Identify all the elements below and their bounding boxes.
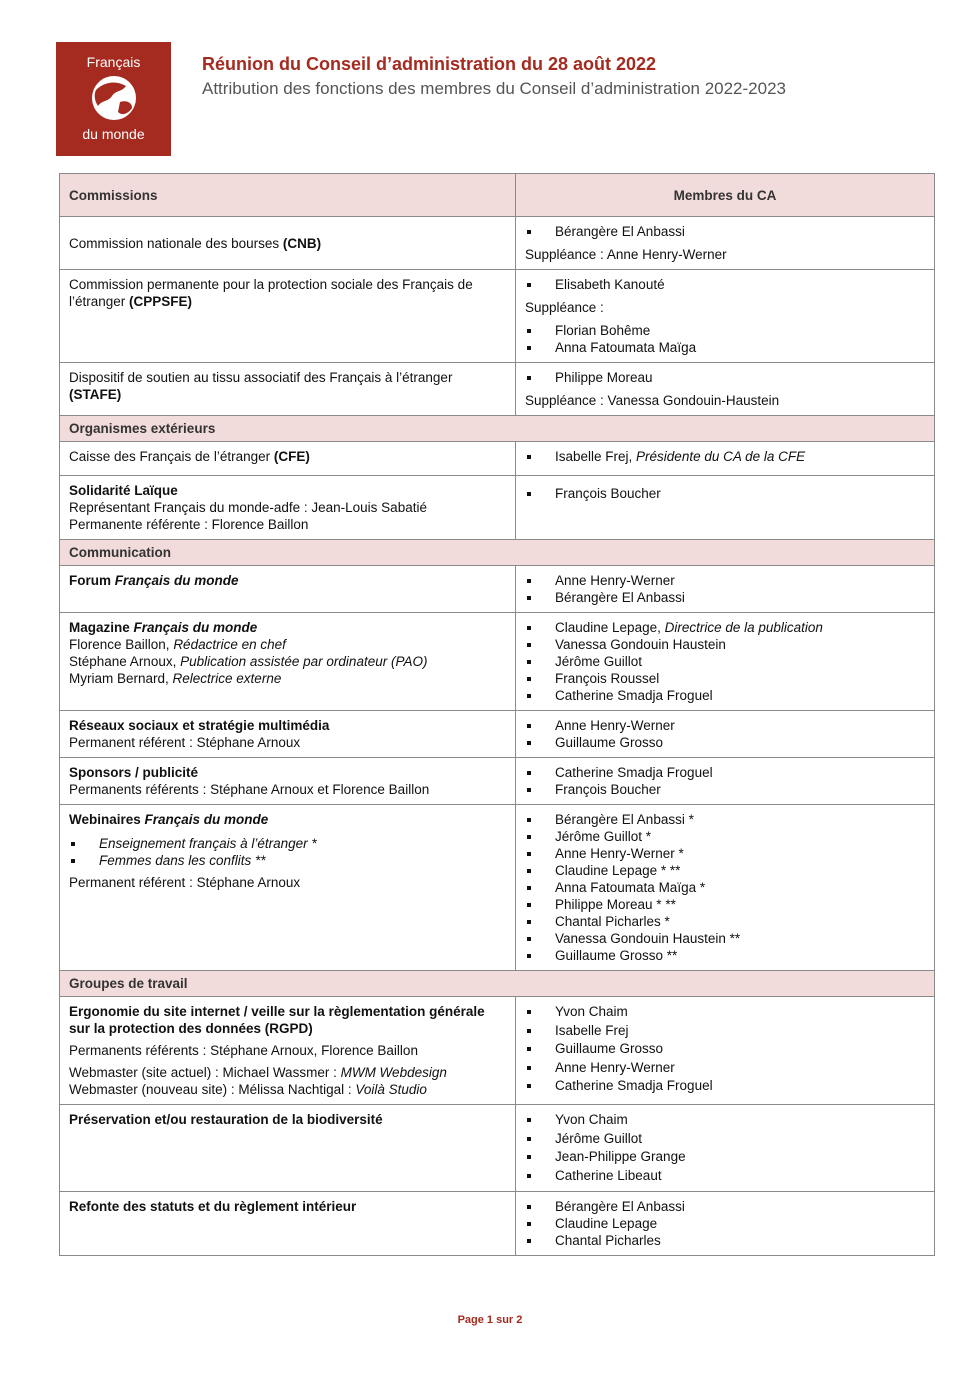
- list-item: Guillaume Grosso **: [525, 947, 925, 964]
- globe-icon: [86, 72, 142, 124]
- logo-line2: du monde: [82, 126, 145, 142]
- table-row: [60, 758, 935, 805]
- row-members: [516, 442, 935, 476]
- list-item: Isabelle Frej: [525, 1022, 925, 1041]
- list-item: Catherine Smadja Froguel: [525, 764, 925, 781]
- row-label: Commission nationale des bourses (CNB): [60, 217, 516, 270]
- row-members: [516, 566, 935, 613]
- section-title: Organismes extérieurs: [60, 416, 935, 442]
- list-item: Guillaume Grosso: [525, 1040, 925, 1059]
- list-item: Bérangère El Anbassi: [525, 1198, 925, 1215]
- list-item: Bérangère El Anbassi: [525, 223, 925, 240]
- list-item: Guillaume Grosso: [525, 734, 925, 751]
- page-title: Réunion du Conseil d’administration du 28 août 2022: [202, 54, 657, 74]
- row-members: [516, 805, 935, 971]
- table-header: [60, 174, 935, 217]
- row-members: [516, 997, 935, 1105]
- table-row: [60, 997, 935, 1105]
- table-row: [60, 566, 935, 613]
- table-row: [60, 1192, 935, 1256]
- list-item: Catherine Libeaut: [525, 1167, 925, 1186]
- logo: [56, 42, 171, 156]
- list-item: Jérôme Guillot *: [525, 828, 925, 845]
- list-item: Yvon Chaim: [525, 1003, 925, 1022]
- table-row: [60, 476, 935, 540]
- row-label: Magazine Français du monde Florence Baillon, Rédactrice en chef Stéphane Arnoux, Publication assistée par ordinateur (PAO) Myriam Bernard, Relectrice externe: [60, 613, 516, 711]
- row-label: Forum Français du monde: [60, 566, 516, 613]
- table-row: [60, 613, 935, 711]
- list-item: François Roussel: [525, 670, 925, 687]
- row-members: [516, 613, 935, 711]
- row-members: [516, 758, 935, 805]
- list-item: Enseignement français à l’étranger *: [69, 835, 506, 852]
- row-label: Webinaires Français du monde Enseignement français à l’étranger * Femmes dans les conflits ** Permanent référent : Stéphane Arnoux: [60, 805, 516, 971]
- column-header-commissions: Commissions: [60, 174, 516, 217]
- logo-line1: Français: [86, 54, 141, 70]
- row-members: [516, 1105, 935, 1192]
- row-label: Réseaux sociaux et stratégie multimédia Permanent référent : Stéphane Arnoux: [60, 711, 516, 758]
- row-members: [516, 711, 935, 758]
- table-row: [60, 1105, 935, 1192]
- table-row: [60, 442, 935, 476]
- row-label: Caisse des Français de l’étranger (CFE): [60, 442, 516, 476]
- table-row: [60, 270, 935, 363]
- list-item: Yvon Chaim: [525, 1111, 925, 1130]
- substitute: Suppléance :: [525, 300, 604, 315]
- section-title: Groupes de travail: [60, 971, 935, 997]
- list-item: Vanessa Gondouin Haustein **: [525, 930, 925, 947]
- list-item: Philippe Moreau: [525, 369, 925, 386]
- row-members: [516, 363, 935, 416]
- list-item: Anne Henry-Werner *: [525, 845, 925, 862]
- page-number: Page 1 sur 2: [457, 1314, 523, 1326]
- substitute: Suppléance : Vanessa Gondouin-Haustein: [525, 393, 780, 408]
- list-item: François Boucher: [525, 485, 925, 502]
- list-item: Vanessa Gondouin Haustein: [525, 636, 925, 653]
- list-item: Bérangère El Anbassi *: [525, 811, 925, 828]
- row-members: [516, 1192, 935, 1256]
- list-item: Catherine Smadja Froguel: [525, 1077, 925, 1096]
- table-row: [60, 711, 935, 758]
- list-item: Catherine Smadja Froguel: [525, 687, 925, 704]
- list-item: Anna Fatoumata Maïga *: [525, 879, 925, 896]
- table-row: [60, 363, 935, 416]
- row-label: Solidarité Laïque Représentant Français du monde-adfe : Jean-Louis Sabatié Permanente référente : Florence Baillon: [60, 476, 516, 540]
- assignments-table: [59, 173, 935, 1256]
- section-title: Communication: [60, 540, 935, 566]
- list-item: Jérôme Guillot: [525, 1130, 925, 1149]
- table-row: [60, 805, 935, 971]
- list-item: Philippe Moreau * **: [525, 896, 925, 913]
- list-item: Elisabeth Kanouté: [525, 276, 925, 293]
- list-item: Claudine Lepage * **: [525, 862, 925, 879]
- row-members: [516, 270, 935, 363]
- row-label: Refonte des statuts et du règlement intérieur: [60, 1192, 516, 1256]
- row-members: [516, 476, 935, 540]
- list-item: Anne Henry-Werner: [525, 1059, 925, 1078]
- list-item: Isabelle Frej, Présidente du CA de la CFE: [525, 448, 925, 465]
- row-label: Préservation et/ou restauration de la biodiversité: [60, 1105, 516, 1192]
- list-item: Anne Henry-Werner: [525, 717, 925, 734]
- row-label: Ergonomie du site internet / veille sur la règlementation générale sur la protection des données (RGPD) Permanents référents : Stéphane Arnoux, Florence Baillon Webmaster (site actuel) : Michael Wassmer : MWM Webdesign Webmaster (nouveau site) : Mélissa Nachtigal : Voilà Studio: [60, 997, 516, 1105]
- row-label: Sponsors / publicité Permanents référents : Stéphane Arnoux et Florence Baillon: [60, 758, 516, 805]
- list-item: Jean-Philippe Grange: [525, 1148, 925, 1167]
- list-item: Femmes dans les conflits **: [69, 852, 506, 869]
- section-row: [60, 416, 935, 442]
- list-item: François Boucher: [525, 781, 925, 798]
- list-item: Florian Bohême: [525, 322, 925, 339]
- row-members: [516, 217, 935, 270]
- list-item: Chantal Picharles: [525, 1232, 925, 1249]
- section-row: [60, 971, 935, 997]
- list-item: Claudine Lepage, Directrice de la publication: [525, 619, 925, 636]
- list-item: Bérangère El Anbassi: [525, 589, 925, 606]
- row-label: Dispositif de soutien au tissu associatif des Français à l’étranger (STAFE): [60, 363, 516, 416]
- page-subtitle: Attribution des fonctions des membres du Conseil d’administration 2022-2023: [202, 79, 786, 98]
- list-item: Claudine Lepage: [525, 1215, 925, 1232]
- substitute: Suppléance : Anne Henry-Werner: [525, 247, 727, 262]
- list-item: Jérôme Guillot: [525, 653, 925, 670]
- list-item: Anna Fatoumata Maïga: [525, 339, 925, 356]
- column-header-members: Membres du CA: [516, 174, 935, 217]
- section-row: [60, 540, 935, 566]
- row-label: Commission permanente pour la protection sociale des Français de l’étranger (CPPSFE): [60, 270, 516, 363]
- list-item: Chantal Picharles *: [525, 913, 925, 930]
- table-row: [60, 217, 935, 270]
- list-item: Anne Henry-Werner: [525, 572, 925, 589]
